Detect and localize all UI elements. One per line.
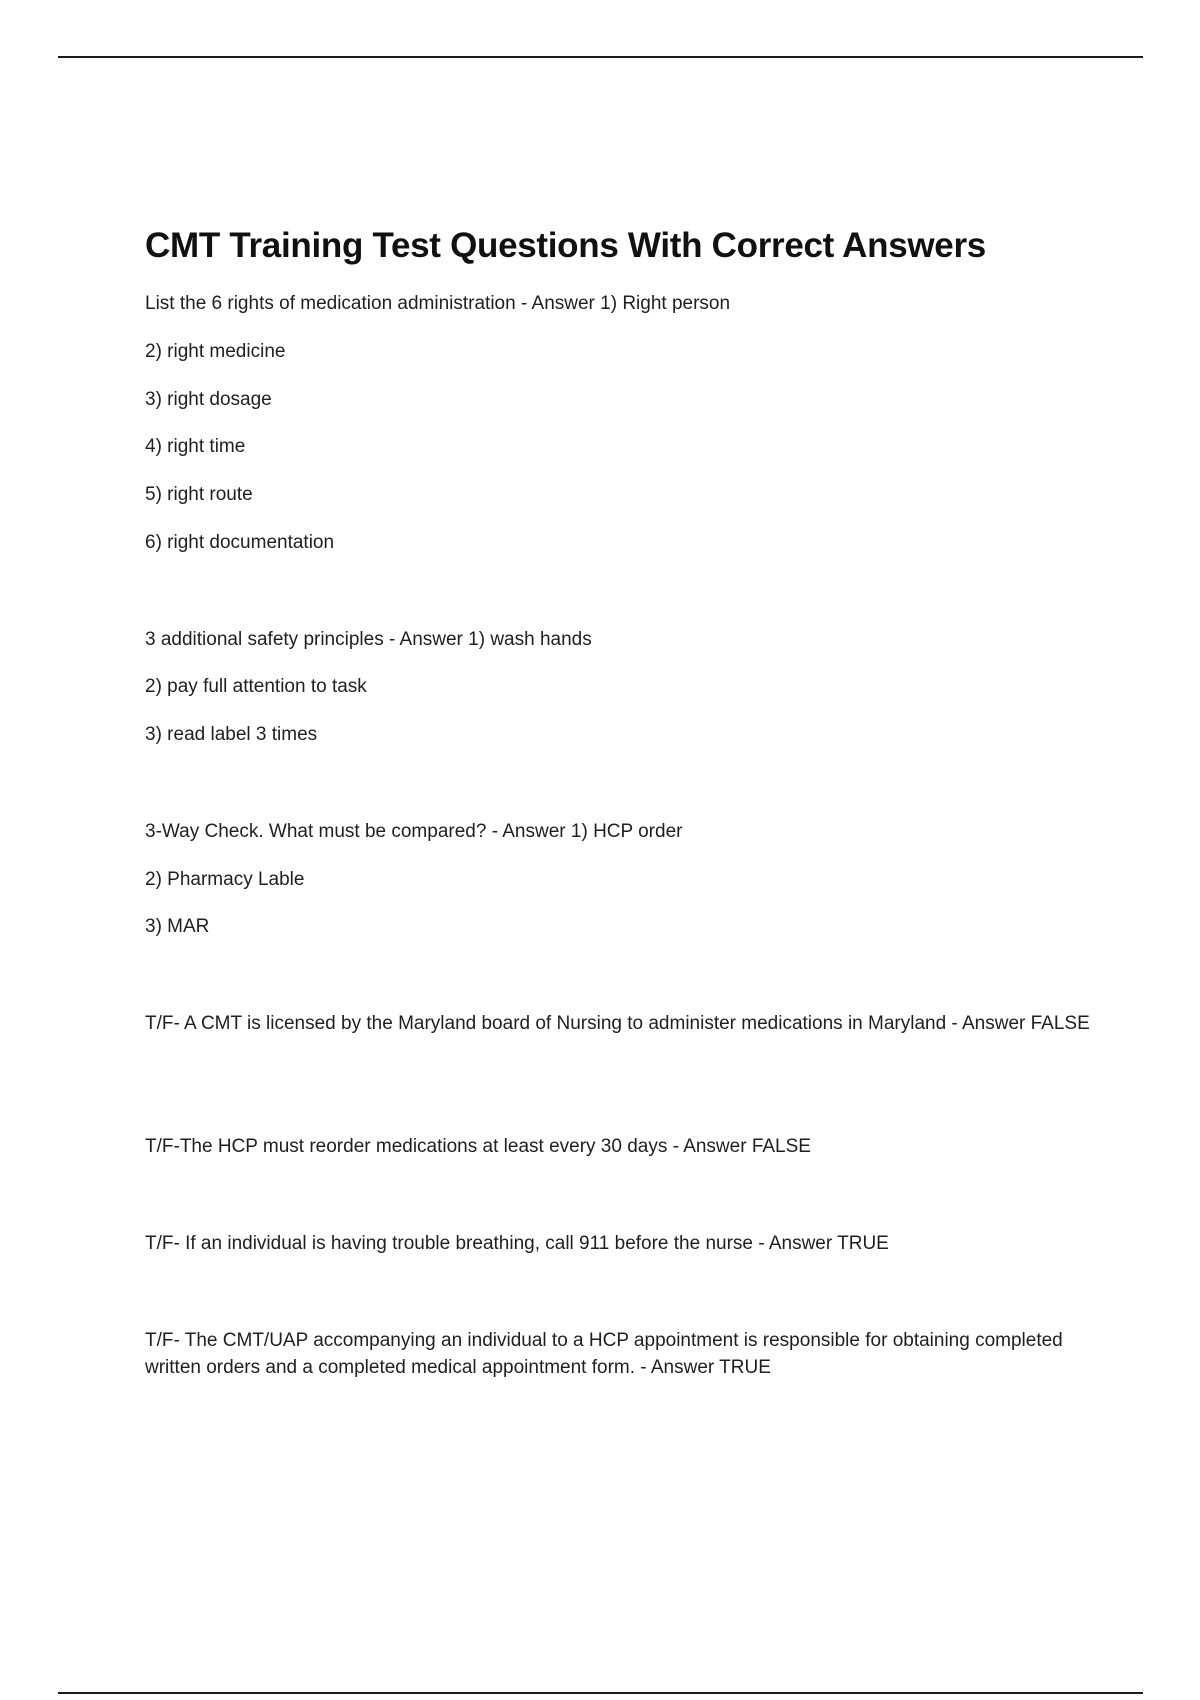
answer-line: 4) right time	[145, 436, 246, 457]
answer-line: 6) right documentation	[145, 532, 335, 553]
answer-line: 3) right dosage	[145, 389, 272, 410]
question-cmt-licensed: T/F- A CMT is licensed by the Maryland board of Nursing to administer medications in Maryland - Answer FALSE	[145, 1013, 1090, 1034]
question-trouble-breathing: T/F- If an individual is having trouble breathing, call 911 before the nurse - Answer TRUE	[145, 1233, 889, 1254]
answer-line: 5) right route	[145, 484, 253, 505]
question-three-way-check: 3-Way Check. What must be compared? - Answer 1) HCP order	[145, 821, 683, 842]
question-safety-principles: 3 additional safety principles - Answer 1) wash hands	[145, 629, 592, 650]
question-six-rights: List the 6 rights of medication administration - Answer 1) Right person	[145, 293, 731, 314]
header-rule	[58, 56, 1143, 58]
answer-line: 3) read label 3 times	[145, 724, 318, 745]
question-hcp-appointment: T/F- The CMT/UAP accompanying an individual to a HCP appointment is responsible for obtaining completed written orders and a completed medical appointment form. - Answer TRUE	[145, 1330, 1063, 1378]
page-title: CMT Training Test Questions With Correct Answers	[145, 226, 986, 265]
footer-rule	[58, 1692, 1143, 1694]
answer-line: 3) MAR	[145, 916, 210, 937]
answer-line: 2) Pharmacy Lable	[145, 869, 305, 890]
answer-line: 2) pay full attention to task	[145, 676, 367, 697]
answer-line: 2) right medicine	[145, 341, 286, 362]
question-hcp-reorder: T/F-The HCP must reorder medications at least every 30 days - Answer FALSE	[145, 1136, 811, 1157]
